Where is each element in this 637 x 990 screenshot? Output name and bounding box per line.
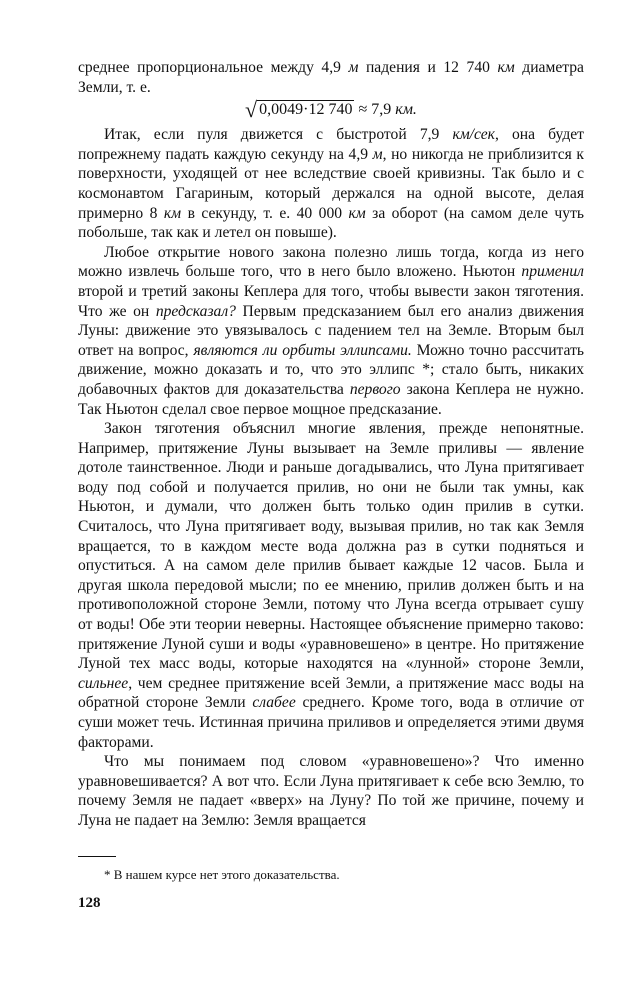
body-text (78, 58, 584, 831)
paragraph-2: Итак, если пуля движется с быстротой 7,9 км/сек, она будет попрежнему падать каждую секунду на 4,9 м, но никогда не приблизится к поверхности, уходящей от нее вследствие своей кривизны. Так было и с космонавтом Гагариным, который держался на одной высоте, делая примерно 8 км в секунду, т. е. 40 000 км за оборот (на самом деле чуть побольше, так как и летел он повыше). (78, 126, 584, 242)
page-number: 128 (78, 895, 101, 911)
formula-radicand: 0,0049·12 740 (259, 101, 353, 119)
paragraph-1: среднее пропорциональное между 4,9 м падения и 12 740 км диаметра Земли, т. е. (78, 59, 584, 96)
paragraph-4: Закон тяготения объяснил многие явления, прежде непонятные. Например, притяжение Луны вызывает на Земле приливы — явление дотоле таинственное. Люди и раньше догадывались, что Луна притягивает воду под собой и получается прилив, но они не были так умны, как Ньютон, и думали, что должен быть только один прилив в сутки. Считалось, что Луна притягивает воду, вызывая прилив, но так как Земля вращается, то в каждом месте вода должна раз в сутки подняться и опуститься. А на самом деле прилив бывает каждые 12 часов. Была и другая школа передовой мысли; по ее мнению, прилив должен быть и на противоположной стороне Земли, потому что Луна всегда отрывает сушу от воды! Обе эти теории неверны. Настоящее объяснение примерно таково: притяжение Луной суши и воды «уравновешено» в центре. Но притяжение Луной тех масс воды, которые находятся на «лунной» стороне Земли, сильнее, чем среднее притяжение всей Земли, а притяжение масс воды на обратной стороне Земли слабее среднего. Кроме того, вода в отличие от суши может течь. Истинная причина приливов и определяется этими двумя факторами. (78, 420, 584, 751)
sqrt-sign: √ (245, 97, 258, 123)
footnote-divider (78, 856, 116, 857)
paragraph-3: Любое открытие нового закона полезно лишь тогда, когда из него можно извлечь больше того, что в него было вложено. Ньютон применил второй и третий законы Кеплера для того, чтобы вывести закон тяготения. Что же он предсказал? Первым предсказанием был его анализ движения Луны: движение это увязывалось с падением тел на Земле. Вторым был ответ на вопрос, являются ли орбиты эллипсами. Можно точно рассчитать движение, можно доказать и то, что это эллипс *; стало быть, никаких добавочных фактов для доказательства первого закона Кеплера не нужно. Так Ньютон сделал свое первое мощное предсказание. (78, 243, 585, 418)
paragraph-5: Что мы понимаем под словом «уравновешено»? Что именно уравновешивается? А вот что. Если Луна притягивает к себе всю Землю, то почему Земля не падает «вверх» на Луну? По той же причине, почему и Луна не падает на Землю: Земля вращается (78, 753, 584, 829)
formula: √ 0,0049·12 740 ≈ 7,9 км. (245, 97, 417, 123)
footnote: * В нашем курсе нет этого доказательства. (104, 867, 340, 882)
